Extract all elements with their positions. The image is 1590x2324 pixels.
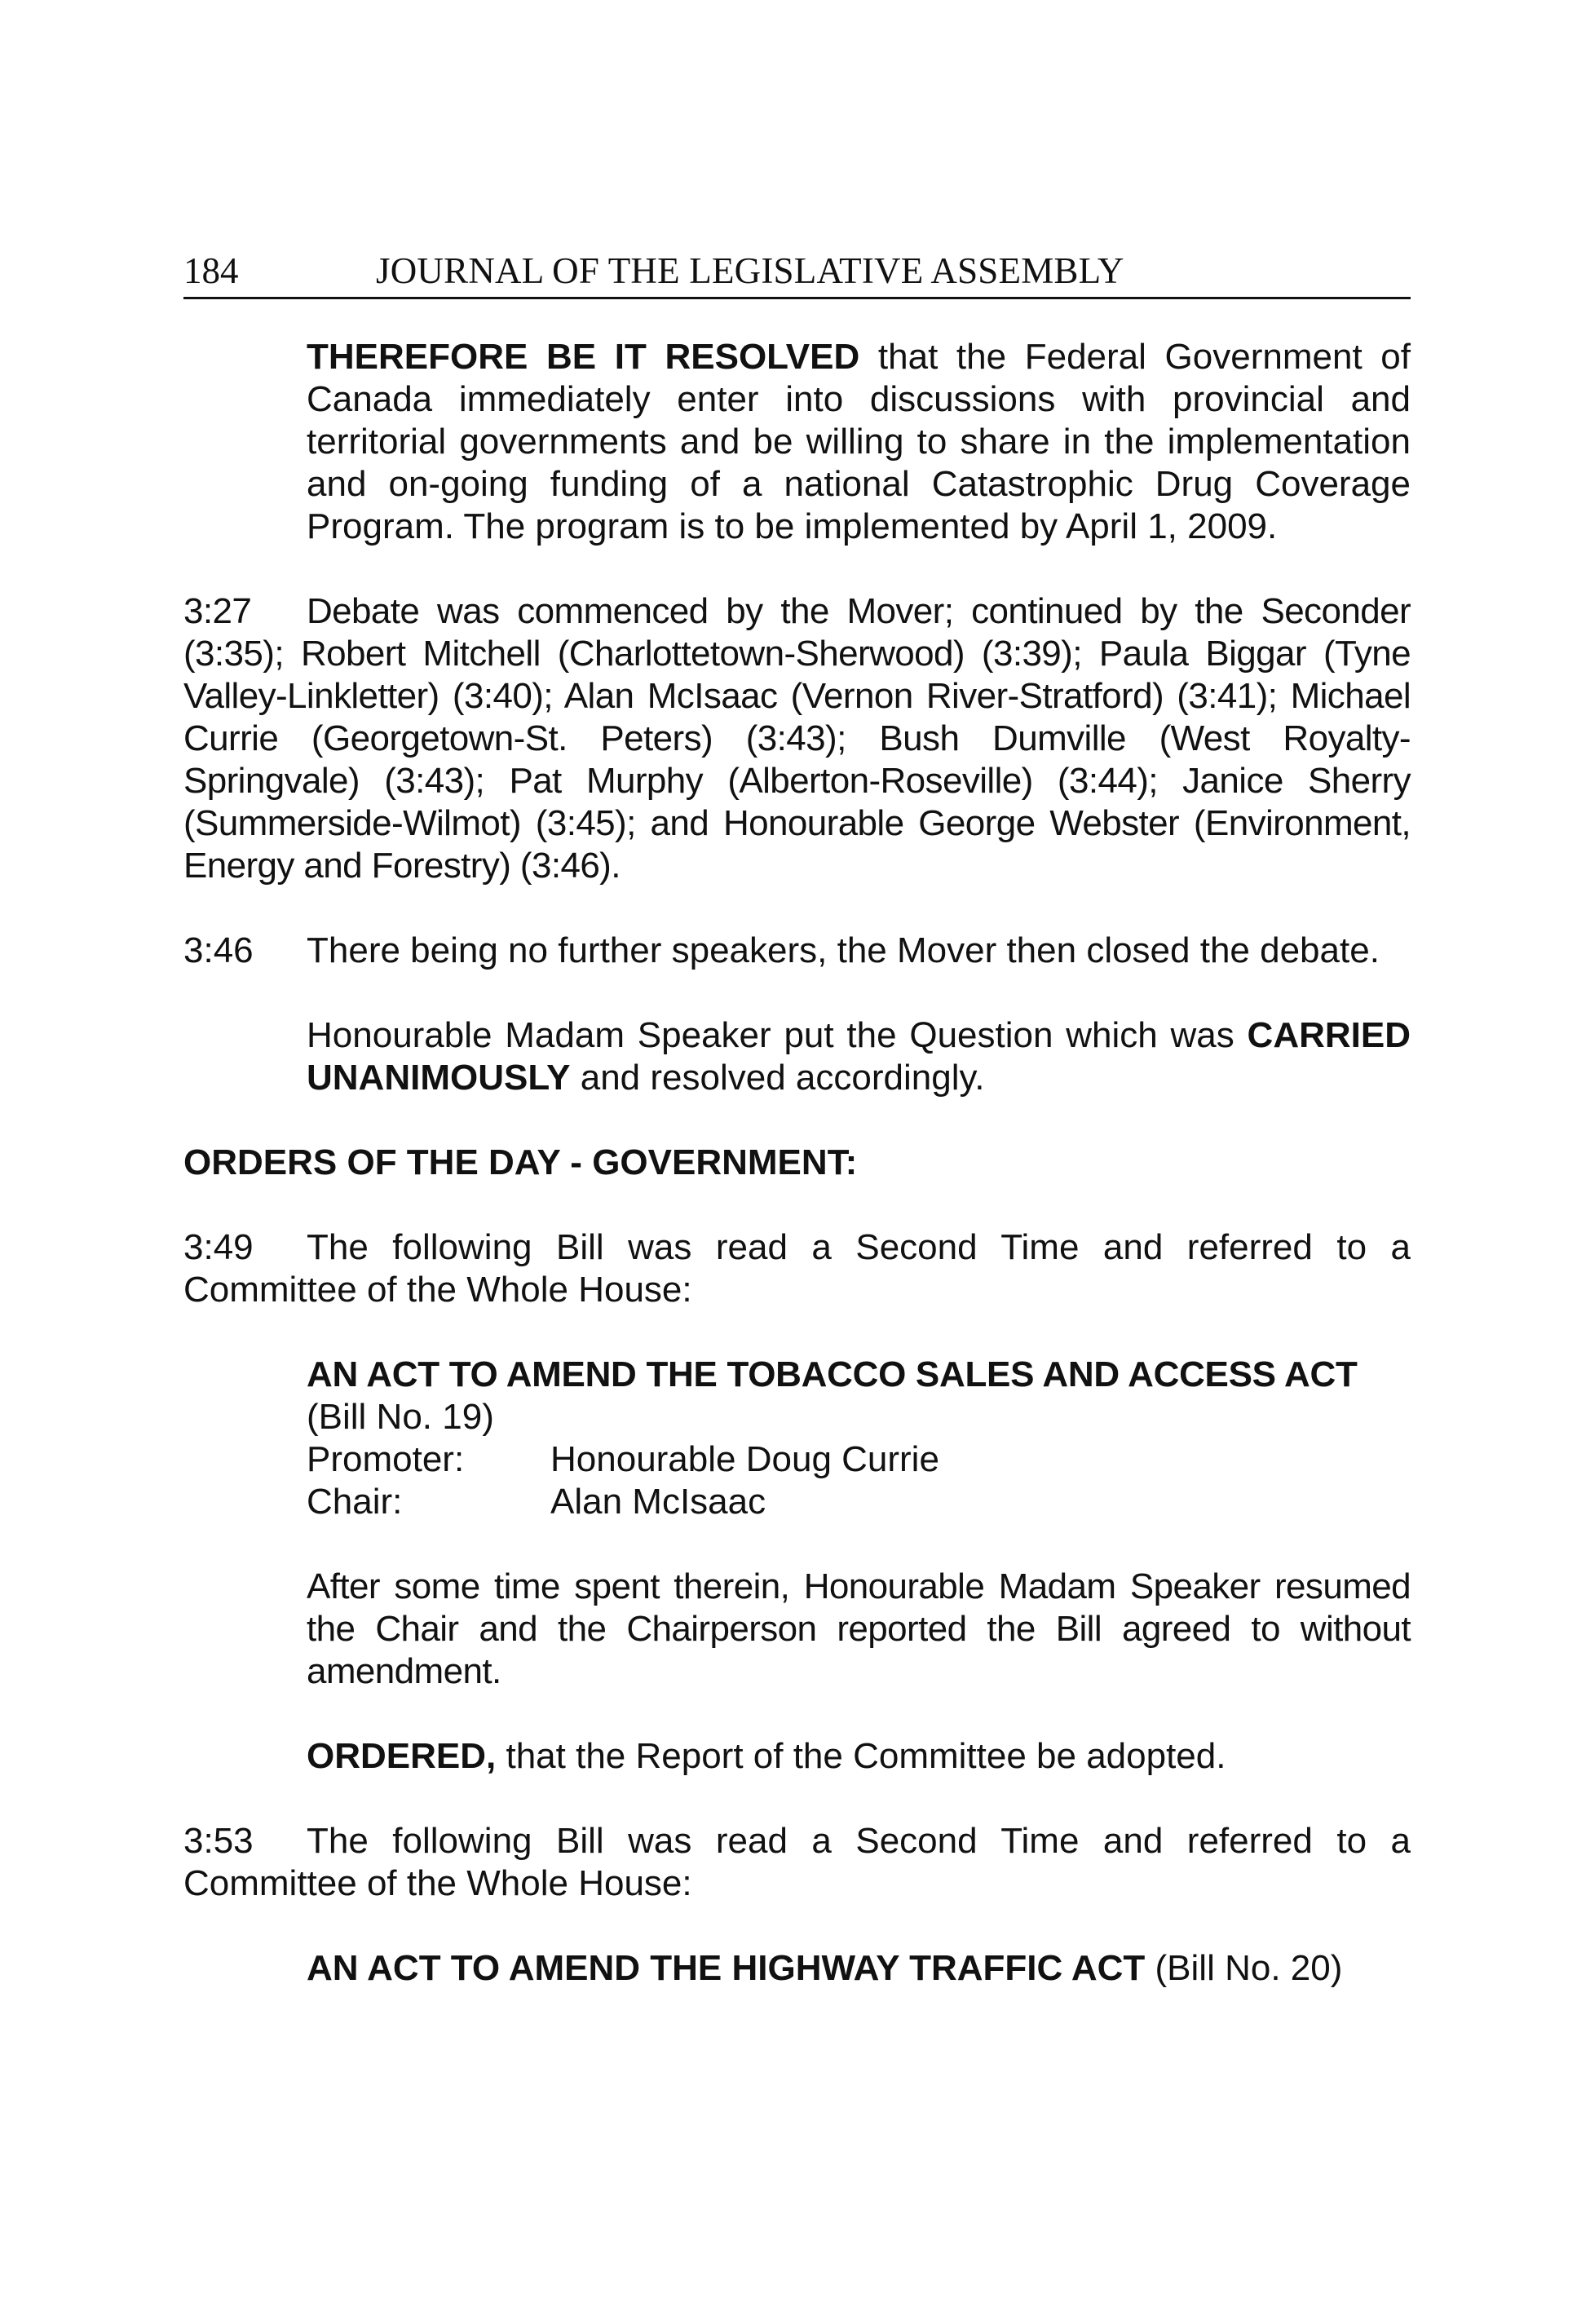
- question-text-before: Honourable Madam Speaker put the Question which was: [307, 1015, 1248, 1055]
- closing-paragraph: [183, 930, 1411, 972]
- section-heading: ORDERS OF THE DAY - GOVERNMENT:: [183, 1142, 858, 1182]
- chair-label: Chair:: [307, 1482, 403, 1522]
- question-result: CARRIED UNANIMOUSLY: [307, 1015, 1411, 1098]
- debate-paragraph: [183, 590, 1411, 887]
- question-paragraph: [307, 1014, 1411, 1099]
- closing-text: There being no further speakers, the Mover then closed the debate.: [307, 930, 1380, 970]
- page-number: 184: [183, 250, 239, 291]
- resolution-lead: THEREFORE BE IT RESOLVED: [307, 337, 860, 377]
- resolution-paragraph: [307, 336, 1411, 548]
- ordered-paragraph: [307, 1735, 1411, 1778]
- chair-name: Alan McIsaac: [550, 1482, 766, 1522]
- bill1-promoter-row: [307, 1438, 1411, 1481]
- journal-body: [183, 336, 1411, 1990]
- bill2-intro: The following Bill was read a Second Time and referred to a Committee of the Whole House:: [183, 1821, 1411, 1903]
- promoter-name: Honourable Doug Currie: [550, 1439, 939, 1479]
- bill1-chair-row: [307, 1481, 1411, 1523]
- closing-time: 3:46: [183, 930, 254, 970]
- bill2-intro-paragraph: [183, 1820, 1411, 1905]
- bill1-number: (Bill No. 19): [307, 1397, 494, 1437]
- bill1-time: 3:49: [183, 1227, 254, 1267]
- ordered-text: that the Report of the Committee be adopted.: [496, 1736, 1226, 1776]
- debate-text: Debate was commenced by the Mover; continued by the Seconder (3:35); Robert Mitchell (Charlottetown-Sherwood) (3:39); Paula Biggar (Tyne Valley-Linkletter) (3:40); Alan McIsaac (Vernon River-Stratford) (3:41); Michael Currie (Georgetown-St. Peters) (3:43); Bush Dumville (West Royalty-Springvale) (3:43); Pat Murphy (Alberton-Roseville) (3:44); Janice Sherry (Summerside-Wilmot) (3:45); and Honourable George Webster (Environment, Energy and Forestry) (3:46).: [183, 591, 1411, 886]
- journal-page: [183, 245, 1411, 1990]
- bill2-title-paragraph: [307, 1947, 1411, 1990]
- bill1-report: After some time spent therein, Honourable Madam Speaker resumed the Chair and the Chairperson reported the Bill agreed to without amendment.: [307, 1566, 1411, 1691]
- bill2-title: AN ACT TO AMEND THE HIGHWAY TRAFFIC ACT: [307, 1948, 1146, 1988]
- bill1-details: [307, 1354, 1411, 1523]
- journal-title: JOURNAL OF THE LEGISLATIVE ASSEMBLY: [376, 250, 1124, 291]
- resolution-text: that the Federal Government of Canada immediately enter into discussions with provincial and territorial governments and be willing to share in the implementation and on-going funding of a national Catastrophic Drug Coverage Program. The program is to be implemented by April 1, 2009.: [307, 337, 1411, 546]
- bill2-number: (Bill No. 20): [1145, 1948, 1343, 1988]
- bill2-time: 3:53: [183, 1821, 254, 1861]
- bill1-intro: The following Bill was read a Second Time and referred to a Committee of the Whole House:: [183, 1227, 1411, 1310]
- running-head: [183, 245, 1411, 299]
- debate-time: 3:27: [183, 591, 252, 631]
- bill1-title: AN ACT TO AMEND THE TOBACCO SALES AND ACCESS ACT: [307, 1354, 1358, 1394]
- ordered-lead: ORDERED,: [307, 1736, 497, 1776]
- question-text-after: and resolved accordingly.: [570, 1058, 985, 1098]
- promoter-label: Promoter:: [307, 1439, 465, 1479]
- bill1-intro-paragraph: [183, 1226, 1411, 1311]
